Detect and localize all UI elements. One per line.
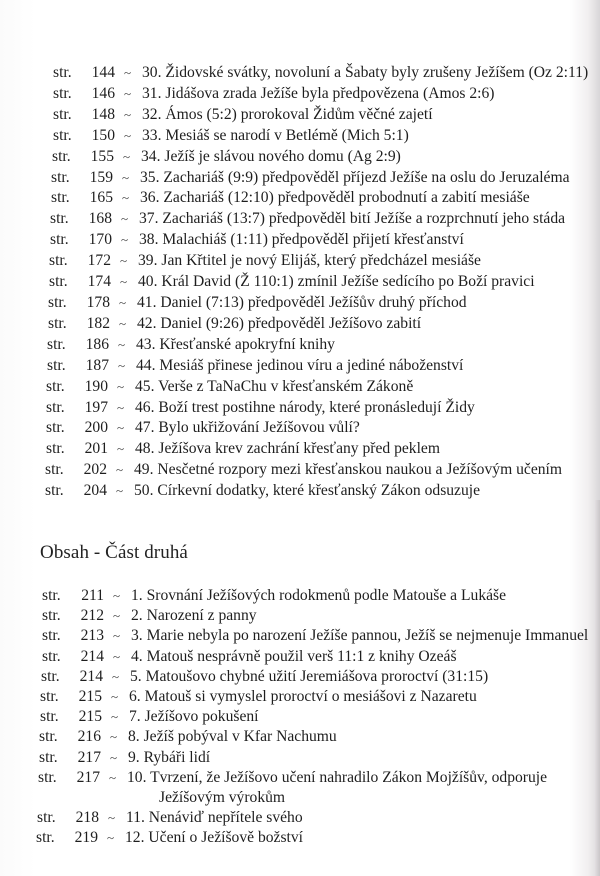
separator: ~ [111, 689, 119, 705]
separator: ~ [117, 441, 125, 457]
toc-entry [0, 126, 600, 147]
toc-entry [0, 667, 600, 687]
entry-title: 43. Křesťanské apokryfní knihy [136, 335, 335, 353]
toc-entry [0, 647, 600, 667]
page-number: 212 [80, 607, 104, 625]
entry-title: 10. Tvrzení, že Ježíšovo učení nahradilo Zákon Mojžíšův, odporuje [127, 768, 548, 786]
toc-entry [0, 272, 600, 293]
entry-title: 5. Matoušovo chybné užití Jeremiášova proroctví (31:15) [130, 667, 489, 685]
toc-entry [0, 586, 600, 606]
page-prefix: str. [45, 482, 64, 500]
separator: ~ [109, 769, 117, 785]
page-number: 214 [79, 667, 103, 685]
page-prefix: str. [53, 105, 72, 123]
page-number: 214 [80, 647, 104, 665]
page-number: 201 [84, 440, 108, 458]
page-number: 202 [83, 461, 107, 479]
page-number: 182 [86, 314, 110, 332]
toc-entry [0, 314, 600, 335]
toc-entry [0, 707, 600, 727]
page-prefix: str. [51, 168, 70, 186]
separator: ~ [117, 378, 125, 394]
entry-title: 37. Zachariáš (13:7) předpověděl bití Ježíše a rozprchnutí jeho stáda [139, 210, 566, 228]
toc-part-one [0, 63, 600, 502]
separator: ~ [113, 628, 121, 644]
toc-entry [0, 768, 600, 808]
entry-title: 1. Srovnání Ježíšových rodokmenů podle Matouše a Lukáše [131, 587, 507, 604]
page-prefix: str. [45, 461, 64, 479]
entry-title-continuation: Ježíšovým výrokům [159, 789, 286, 807]
toc-entry [0, 188, 600, 209]
page-number: 165 [89, 189, 113, 207]
page-number: 200 [84, 419, 108, 437]
entry-title: 50. Církevní dodatky, které křesťanský Zákon odsuzuje [134, 482, 481, 500]
toc-entry [0, 168, 600, 189]
page-prefix: str. [49, 273, 68, 291]
entry-title: 3. Marie nebyla po narození Ježíše pannou, Ježíš se nejmenuje Immanuel [131, 627, 589, 645]
page-prefix: str. [53, 126, 72, 144]
page-prefix: str. [46, 377, 65, 395]
page-prefix: str. [50, 231, 69, 249]
entry-title: 48. Ježíšova krev zachrání křesťany před peklem [135, 440, 440, 458]
page-number: 170 [88, 231, 112, 249]
separator: ~ [117, 399, 125, 415]
page-prefix: str. [41, 667, 60, 685]
page-number: 172 [87, 252, 111, 270]
separator: ~ [122, 169, 130, 185]
page-prefix: str. [53, 64, 72, 81]
page-number: 217 [76, 768, 100, 786]
toc-entry [0, 356, 600, 377]
entry-title: 39. Jan Křtitel je nový Elijáš, který předcházel mesiáše [138, 252, 481, 270]
page-number: 159 [89, 168, 113, 186]
page-number: 155 [90, 147, 114, 165]
entry-title: 33. Mesiáš se narodí v Betlémě (Mich 5:1) [142, 126, 409, 144]
page-prefix: str. [48, 314, 67, 332]
section-heading: Obsah - Část druhá [40, 542, 188, 563]
page-prefix: str. [47, 356, 66, 374]
separator: ~ [120, 274, 128, 290]
entry-title: 12. Učení o Ježíšově božství [125, 829, 303, 847]
page-prefix: str. [39, 728, 58, 746]
entry-title: 6. Matouš si vymyslel proroctví o mesiášovi z Nazaretu [129, 688, 477, 706]
toc-entry [0, 439, 600, 460]
separator: ~ [113, 648, 121, 664]
separator: ~ [119, 294, 127, 310]
separator: ~ [118, 357, 126, 373]
page-prefix: str. [39, 748, 58, 766]
entry-title: 2. Narození z panny [131, 607, 257, 625]
separator: ~ [113, 588, 121, 603]
page-number: 213 [80, 627, 104, 645]
toc-entry [0, 230, 600, 251]
page-number: 204 [83, 482, 107, 500]
toc-entry [0, 398, 600, 419]
page-prefix: str. [38, 768, 57, 786]
page-number: 215 [78, 708, 102, 726]
page-prefix: str. [46, 440, 65, 458]
entry-title: 7. Ježíšovo pokušení [129, 708, 259, 726]
page-prefix: str. [53, 84, 72, 102]
separator: ~ [111, 709, 119, 725]
page-number: 144 [91, 64, 115, 81]
page-prefix: str. [47, 335, 66, 353]
page-prefix: str. [42, 607, 61, 625]
toc-entry [0, 481, 600, 502]
toc-entry [0, 606, 600, 626]
entry-title: 49. Nesčetné rozpory mezi křesťanskou naukou a Ježíšovým učením [134, 461, 562, 479]
separator: ~ [110, 749, 118, 765]
page-number: 197 [84, 398, 108, 416]
separator: ~ [119, 315, 127, 331]
separator: ~ [120, 253, 128, 269]
page-prefix: str. [42, 647, 61, 665]
page-prefix: str. [48, 293, 67, 311]
page-number: 150 [91, 126, 115, 144]
separator: ~ [113, 608, 121, 624]
page-prefix: str. [50, 210, 69, 228]
page-number: 148 [91, 105, 115, 123]
separator: ~ [117, 420, 125, 436]
separator: ~ [124, 85, 132, 101]
toc-entry [0, 460, 600, 481]
page-prefix: str. [49, 252, 68, 270]
page-number: 186 [85, 335, 109, 353]
entry-title: 32. Ámos (5:2) prorokoval Židům věčné zajetí [142, 105, 433, 123]
page-number: 174 [87, 273, 111, 291]
toc-entry [0, 377, 600, 398]
toc-entry [0, 748, 600, 768]
separator: ~ [121, 232, 129, 248]
separator: ~ [121, 211, 129, 227]
entry-title: 35. Zachariáš (9:9) předpověděl příjezd Ježíše na oslu do Jeruzaléma [140, 168, 570, 186]
entry-title: 40. Král David (Ž 110:1) zmínil Ježíše sedícího po Boží pravici [138, 273, 535, 291]
toc-entry [0, 251, 600, 272]
toc-entry [0, 335, 600, 356]
entry-title: 11. Nenáviď nepřítele svého [126, 809, 303, 827]
toc-part-two [0, 586, 600, 849]
separator: ~ [110, 729, 118, 745]
page-number: 178 [86, 293, 110, 311]
separator: ~ [124, 127, 132, 143]
page-number: 217 [77, 748, 101, 766]
page-prefix: str. [52, 147, 71, 165]
separator: ~ [124, 65, 132, 80]
page-prefix: str. [46, 419, 65, 437]
entry-title: 36. Zachariáš (12:10) předpověděl probodnutí a zabití mesiáše [140, 189, 530, 207]
page-number: 168 [88, 210, 112, 228]
separator: ~ [116, 483, 124, 499]
page-prefix: str. [36, 829, 55, 847]
toc-entry [0, 293, 600, 314]
toc-entry [0, 147, 600, 168]
page-prefix: str. [40, 708, 59, 726]
page-prefix: str. [42, 587, 61, 604]
toc-entry [0, 727, 600, 747]
page-number: 219 [74, 829, 98, 847]
entry-title: 45. Verše z TaNaChu v křesťanském Zákoně [135, 377, 414, 395]
separator: ~ [107, 830, 115, 846]
entry-title: 34. Ježíš je slávou nového domu (Ag 2:9) [141, 147, 401, 165]
separator: ~ [118, 336, 126, 352]
page-number: 218 [75, 809, 99, 827]
entry-title: 4. Matouš nesprávně použil verš 11:1 z knihy Ozeáš [131, 647, 457, 665]
toc-entry [0, 84, 600, 105]
toc-entry [0, 828, 600, 848]
page-number: 211 [81, 587, 104, 604]
page-prefix: str. [46, 398, 65, 416]
entry-title: 9. Rybáři lidí [128, 748, 211, 766]
entry-title: 31. Jidášova zrada Ježíše byla předpovězena (Amos 2:6) [142, 84, 495, 102]
entry-title: 44. Mesiáš přinese jedinou víru a jediné náboženství [136, 356, 464, 374]
toc-entry [0, 687, 600, 707]
entry-title-wrapped [127, 768, 547, 808]
toc-entry [0, 418, 600, 439]
toc-entry [0, 626, 600, 646]
separator: ~ [124, 106, 132, 122]
page-number: 190 [84, 377, 108, 395]
toc-entry [0, 63, 600, 84]
page-prefix: str. [51, 189, 70, 207]
page-number: 216 [77, 728, 101, 746]
entry-title: 42. Daniel (9:26) předpověděl Ježíšovo zabití [137, 314, 422, 332]
entry-title: 47. Bylo ukřižování Ježíšovou vůlí? [135, 419, 360, 437]
entry-title: 46. Boží trest postihne národy, které pronásledují Židy [135, 398, 475, 416]
toc-entry [0, 209, 600, 230]
separator: ~ [108, 810, 116, 826]
separator: ~ [116, 462, 124, 478]
separator: ~ [123, 148, 131, 164]
entry-title: 38. Malachiáš (1:11) předpověděl přijetí křesťanství [139, 231, 464, 249]
toc-entry [0, 808, 600, 828]
page-number: 187 [85, 356, 109, 374]
toc-entry [0, 105, 600, 126]
entry-title: 30. Židovské svátky, novoluní a Šabaty byly zrušeny Ježíšem (Oz 2:11) [142, 64, 589, 81]
entry-title: 41. Daniel (7:13) předpověděl Ježíšův druhý příchod [137, 293, 467, 311]
separator: ~ [122, 190, 130, 206]
separator: ~ [112, 668, 120, 684]
page-prefix: str. [37, 809, 56, 827]
page-number: 146 [91, 84, 115, 102]
entry-title: 8. Ježíš pobýval v Kfar Nachumu [128, 728, 337, 746]
page-number: 215 [78, 688, 102, 706]
page-prefix: str. [42, 627, 61, 645]
page-prefix: str. [40, 688, 59, 706]
